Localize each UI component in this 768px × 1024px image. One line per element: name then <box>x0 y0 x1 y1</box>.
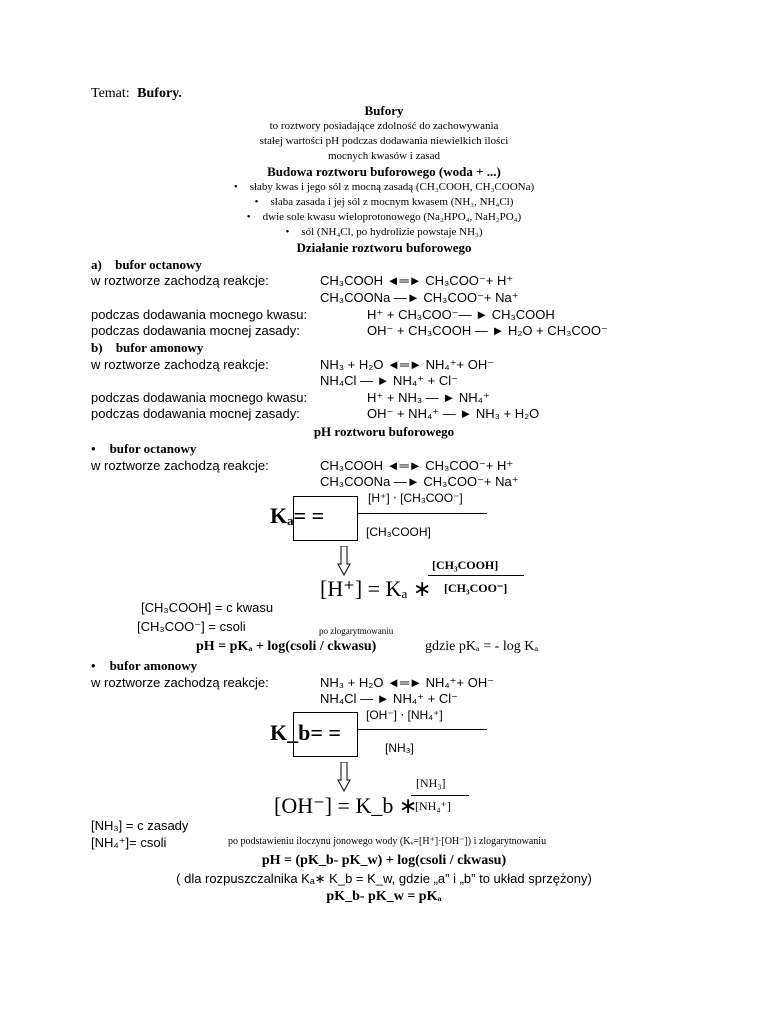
ph-acetate-formula: pH = pKₐ + log(csoli / ckwasu) <box>196 639 377 654</box>
oh-minus-fraction-bar <box>411 795 469 796</box>
ph-acetate-reactions-label: w roztworze zachodzą reakcje: <box>91 458 269 473</box>
ph-ammonia-formula: pH = (pK_b- pK_w) + log(csoli / ckwasu) <box>261 853 507 868</box>
h-plus-numerator: [CH₃COOH] <box>432 558 499 572</box>
section-b-base-label: podczas dodawania mocnej zasady: <box>91 406 300 421</box>
substitution-note: po podstawieniu iloczynu jonowego wody (Kᵥ=[H⁺]⋅[OH⁻]) i zlogarytnowaniu <box>228 836 547 847</box>
c-salt-ammonia-line: [NH₄⁺]= csoli <box>91 835 167 850</box>
definition-line-3: mocnych kwasów i zasad <box>327 150 441 162</box>
h-plus-lhs: [H⁺] = Kₐ ∗ <box>320 576 432 601</box>
oh-minus-lhs: [OH⁻] = K_b ∗ <box>274 793 418 818</box>
section-b-reactions-label: w roztworze zachodzą reakcje: <box>91 357 269 372</box>
ph-ammonia-heading: • bufor amonowy <box>91 658 197 674</box>
ph-acetate-heading: • bufor octanowy <box>91 441 196 457</box>
c-acid-line: [CH₃COOH] = c kwasu <box>141 600 274 615</box>
kb-fraction-bar <box>357 729 487 730</box>
down-arrow-icon <box>337 546 351 576</box>
logarithm-note: po zlogarytmowaniu <box>319 626 394 636</box>
section-a-heading: a) bufor octanowy <box>91 257 202 272</box>
h-plus-fraction-bar <box>428 575 524 576</box>
ph-heading: pH roztworu buforowego <box>313 424 455 439</box>
page-title: Bufory <box>364 103 404 118</box>
ph-ammonia-reaction-2: NH₄Cl — ► NH₄⁺ + Cl⁻ <box>320 691 458 706</box>
ka-lhs: Kₐ= = <box>270 503 325 528</box>
conjugate-note: ( dla rozpuszczalnika Kₐ∗ K_b = K_w, gdzie „a” i „b” to układ sprzężony) <box>176 871 592 886</box>
h-plus-denominator: [CH₃COO⁻] <box>444 581 508 595</box>
section-b-acid-eq: H⁺ + NH₃ — ► NH₄⁺ <box>367 390 490 405</box>
action-heading: Działanie roztworu buforowego <box>296 240 472 255</box>
section-a-reaction-2: CH₃COONa —► CH₃COO⁻+ Na⁺ <box>320 290 519 305</box>
section-b-heading: b) bufor amonowy <box>91 340 204 355</box>
kb-lhs: K_b= = <box>270 720 341 745</box>
ka-numerator: [H⁺] ⋅ [CH₃COO⁻] <box>368 491 463 505</box>
ph-acetate-reaction-2: CH₃COONa —► CH₃COO⁻+ Na⁺ <box>320 474 519 489</box>
section-a-base-eq: OH⁻ + CH₃COOH — ► H₂O + CH₃COO⁻ <box>367 323 608 338</box>
structure-item: • słaby kwas i jego sól z mocną zasadą (CH₃COOH, CH₃COONa) <box>0 181 768 193</box>
structure-item: • słaba zasada i jej sól z mocnym kwasem (NH₃, NH₄Cl) <box>0 196 768 208</box>
topic-label: Temat: <box>91 86 130 101</box>
topic-value: Bufory. <box>137 86 182 101</box>
section-b-acid-label: podczas dodawania mocnego kwasu: <box>91 390 308 405</box>
structure-heading: Budowa roztworu buforowego (woda + ...) <box>267 164 501 179</box>
ph-ammonia-reactions-label: w roztworze zachodzą reakcje: <box>91 675 269 690</box>
section-a-acid-label: podczas dodawania mocnego kwasu: <box>91 307 308 322</box>
section-a-reactions-label: w roztworze zachodzą reakcje: <box>91 273 269 288</box>
ka-fraction-bar <box>357 513 487 514</box>
definition-line-1: to roztwory posiadające zdolność do zachowywania <box>269 120 499 132</box>
structure-item: • dwie sole kwasu wieloprotonowego (Na₂HPO₄, NaH₂PO₄) <box>0 211 768 223</box>
ph-ammonia-reaction-1: NH₃ + H₂O ◄═► NH₄⁺+ OH⁻ <box>320 675 495 690</box>
pka-definition: gdzie pKₐ = - log Kₐ <box>425 639 539 654</box>
kb-denominator: [NH₃] <box>385 741 414 755</box>
section-a-acid-eq: H⁺ + CH₃COO⁻— ► CH₃COOH <box>367 307 555 322</box>
section-a-reaction-1: CH₃COOH ◄═► CH₃COO⁻+ H⁺ <box>320 273 514 288</box>
structure-item: • sól (NH₄Cl, po hydrolizie powstaje NH₃) <box>0 226 768 238</box>
section-a-base-label: podczas dodawania mocnej zasady: <box>91 323 300 338</box>
kb-numerator: [OH⁻] ⋅ [NH₄⁺] <box>366 708 443 722</box>
section-b-reaction-1: NH₃ + H₂O ◄═► NH₄⁺+ OH⁻ <box>320 357 495 372</box>
final-relation: pK_b- pK_w = pKₐ <box>326 889 442 904</box>
c-salt-line: [CH₃COO⁻] = csoli <box>137 619 246 634</box>
down-arrow-icon <box>337 762 351 792</box>
definition-line-2: stałej wartości pH podczas dodawania niewielkich ilości <box>259 135 509 147</box>
topic-line <box>91 86 182 102</box>
c-base-line: [NH₃] = c zasady <box>91 818 189 833</box>
oh-minus-numerator: [NH₃] <box>416 776 446 790</box>
section-b-base-eq: OH⁻ + NH₄⁺ — ► NH₃ + H₂O <box>367 406 540 421</box>
ph-acetate-reaction-1: CH₃COOH ◄═► CH₃COO⁻+ H⁺ <box>320 458 514 473</box>
section-b-reaction-2: NH₄Cl — ► NH₄⁺ + Cl⁻ <box>320 373 458 388</box>
ka-denominator: [CH₃COOH] <box>366 525 431 539</box>
oh-minus-denominator: [NH₄⁺] <box>415 799 451 813</box>
